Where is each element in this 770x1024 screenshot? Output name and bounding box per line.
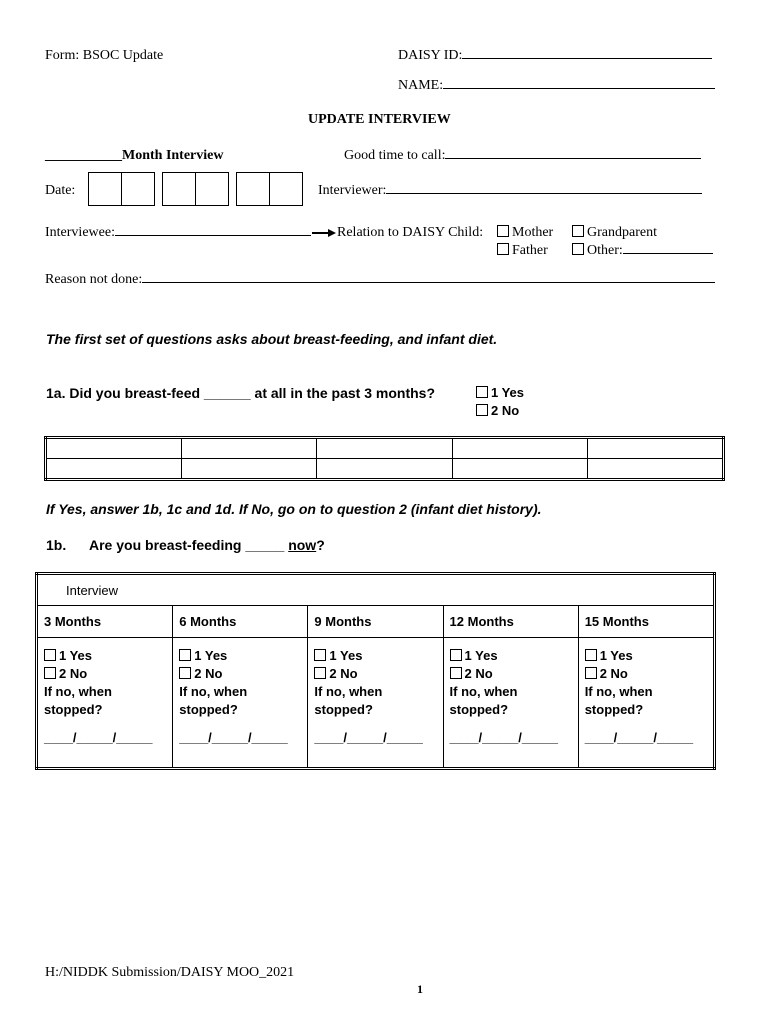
column-header: 12 Months	[443, 606, 578, 638]
date-blank[interactable]: ____/_____/_____	[314, 730, 423, 745]
date-box-4[interactable]	[195, 172, 229, 206]
reason-line[interactable]	[142, 282, 715, 283]
q1b-text-end: ?	[316, 537, 325, 553]
name-field[interactable]	[398, 78, 715, 94]
checkbox-icon[interactable]	[314, 649, 326, 661]
relation-option-mother[interactable]	[497, 225, 553, 241]
stopped-label: stopped?	[314, 702, 373, 717]
good-time-field[interactable]	[344, 148, 701, 164]
checkbox-icon[interactable]	[44, 649, 56, 661]
question-1b-number: 1b.	[46, 537, 67, 553]
table-cell[interactable]	[181, 459, 317, 480]
date-box-1[interactable]	[88, 172, 122, 206]
q1a-grid	[44, 436, 725, 481]
table-cell[interactable]	[46, 438, 182, 459]
q1a-no-label: 2 No	[491, 403, 520, 418]
stopped-label: stopped?	[44, 702, 103, 717]
checkbox-icon[interactable]	[497, 225, 509, 237]
table-cell[interactable]	[181, 438, 317, 459]
no-label: 2 No	[59, 666, 88, 681]
table-cell[interactable]	[452, 438, 588, 459]
question-1b	[89, 537, 325, 553]
if-no-label: If no, when	[449, 684, 518, 699]
relation-option-grandparent[interactable]	[572, 225, 657, 241]
footer-path: H:/NIDDK Submission/DAISY MOO_2021	[45, 965, 295, 980]
table-cell	[308, 638, 443, 769]
checkbox-icon[interactable]	[314, 667, 326, 679]
relation-option-label: Father	[512, 243, 548, 258]
name-label: NAME:	[398, 78, 444, 93]
checkbox-icon[interactable]	[572, 243, 584, 255]
reason-label: Reason not done:	[45, 272, 143, 287]
arrow-right-icon	[328, 229, 336, 237]
table-cell[interactable]	[317, 438, 453, 459]
page-title: UPDATE INTERVIEW	[308, 112, 451, 127]
relation-option-label: Grandparent	[587, 225, 657, 240]
column-header: 9 Months	[308, 606, 443, 638]
date-blank[interactable]: ____/_____/_____	[44, 730, 153, 745]
relation-option-label: Mother	[512, 225, 554, 240]
daisy-id-label: DAISY ID:	[398, 48, 463, 63]
yes-label: 1 Yes	[329, 648, 363, 663]
q1a-yes-label: 1 Yes	[491, 385, 525, 400]
q1b-text: Are you breast-feeding _____	[89, 537, 289, 553]
yes-option[interactable]	[450, 648, 572, 664]
table-row	[46, 459, 724, 480]
no-option[interactable]	[314, 666, 436, 682]
checkbox-icon[interactable]	[44, 667, 56, 679]
table-cell[interactable]	[317, 459, 453, 480]
checkbox-icon[interactable]	[476, 404, 488, 416]
if-no-label: If no, when	[584, 684, 653, 699]
checkbox-icon[interactable]	[497, 243, 509, 255]
yes-option[interactable]	[314, 648, 436, 664]
checkbox-icon[interactable]	[572, 225, 584, 237]
month-interview-label: Month Interview	[122, 148, 224, 163]
table-row	[37, 638, 715, 769]
q1a-no-option[interactable]	[476, 403, 519, 418]
no-label: 2 No	[599, 666, 628, 681]
yes-label: 1 Yes	[194, 648, 228, 663]
no-label: 2 No	[464, 666, 493, 681]
no-label: 2 No	[329, 666, 358, 681]
checkbox-icon[interactable]	[179, 649, 191, 661]
reason-field[interactable]	[45, 272, 715, 288]
no-label: 2 No	[194, 666, 223, 681]
table-header-row	[37, 574, 715, 606]
column-header: 15 Months	[578, 606, 714, 638]
relation-option-label: Other:	[587, 243, 623, 258]
checkbox-icon[interactable]	[450, 649, 462, 661]
stopped-label: stopped?	[449, 702, 509, 717]
no-option[interactable]	[44, 666, 166, 682]
form-label: Form: BSOC Update	[45, 48, 164, 63]
relation-label: Relation to DAISY Child:	[337, 225, 484, 240]
yes-option[interactable]	[179, 648, 301, 664]
date-blank[interactable]: ____/_____/_____	[179, 730, 288, 745]
interviewee-line[interactable]	[115, 235, 311, 236]
no-option[interactable]	[585, 666, 707, 682]
if-no-label: If no, when	[314, 684, 383, 699]
q1a-yes-option[interactable]	[476, 385, 524, 400]
daisy-id-field[interactable]	[398, 48, 712, 64]
no-option[interactable]	[450, 666, 572, 682]
question-1a: 1a. Did you breast-feed ______ at all in the past 3 months?	[46, 385, 436, 401]
yes-label: 1 Yes	[464, 648, 498, 663]
table-cell[interactable]	[588, 459, 724, 480]
relation-option-father[interactable]	[497, 243, 548, 259]
yes-option[interactable]	[44, 648, 166, 664]
page-number: 1	[417, 982, 423, 996]
date-box-3[interactable]	[162, 172, 196, 206]
column-header: 3 Months	[37, 606, 173, 638]
stopped-label: stopped?	[179, 702, 238, 717]
yes-label: 1 Yes	[599, 648, 633, 663]
table-header: Interview	[37, 574, 715, 606]
date-blank[interactable]: ____/_____/_____	[449, 730, 558, 745]
table-cell[interactable]	[452, 459, 588, 480]
table-cell	[443, 638, 578, 769]
good-time-line[interactable]	[445, 158, 701, 159]
month-blank[interactable]: ___________	[45, 148, 122, 163]
checkbox-icon[interactable]	[179, 667, 191, 679]
checkbox-icon[interactable]	[450, 667, 462, 679]
table-cell[interactable]	[46, 459, 182, 480]
date-label: Date:	[45, 183, 76, 198]
interviewer-field[interactable]	[318, 183, 702, 199]
date-blank[interactable]: ____/_____/_____	[584, 730, 694, 745]
interview-table	[35, 572, 716, 770]
table-row	[37, 606, 715, 638]
month-interview-field[interactable]	[45, 148, 224, 164]
interviewer-line[interactable]	[386, 193, 702, 194]
section-intro: The first set of questions asks about breast-feeding, and infant diet.	[46, 331, 498, 347]
instruction-text: If Yes, answer 1b, 1c and 1d. If No, go on to question 2 (infant diet history).	[46, 501, 542, 517]
daisy-id-line[interactable]	[462, 58, 712, 59]
if-no-label: If no, when	[44, 684, 112, 699]
interviewer-label: Interviewer:	[318, 183, 387, 198]
checkbox-icon[interactable]	[585, 649, 597, 661]
other-line[interactable]	[623, 253, 713, 254]
relation-option-other[interactable]	[572, 243, 713, 259]
date-box-5[interactable]	[236, 172, 270, 206]
interviewee-field[interactable]	[45, 225, 311, 241]
checkbox-icon[interactable]	[476, 386, 488, 398]
q1b-text-now: now	[288, 537, 317, 553]
table-cell	[37, 638, 173, 769]
table-cell	[578, 638, 714, 769]
table-cell	[173, 638, 308, 769]
if-no-label: If no, when	[179, 684, 248, 699]
table-row	[46, 438, 724, 459]
date-box-6[interactable]	[269, 172, 303, 206]
table-cell[interactable]	[588, 438, 724, 459]
yes-option[interactable]	[585, 648, 707, 664]
checkbox-icon[interactable]	[585, 667, 597, 679]
interviewee-label: Interviewee:	[45, 225, 115, 240]
yes-label: 1 Yes	[59, 648, 93, 663]
good-time-label: Good time to call:	[344, 148, 446, 163]
name-line[interactable]	[443, 88, 715, 89]
column-header: 6 Months	[173, 606, 308, 638]
date-box-2[interactable]	[121, 172, 155, 206]
no-option[interactable]	[179, 666, 301, 682]
stopped-label: stopped?	[584, 702, 644, 717]
